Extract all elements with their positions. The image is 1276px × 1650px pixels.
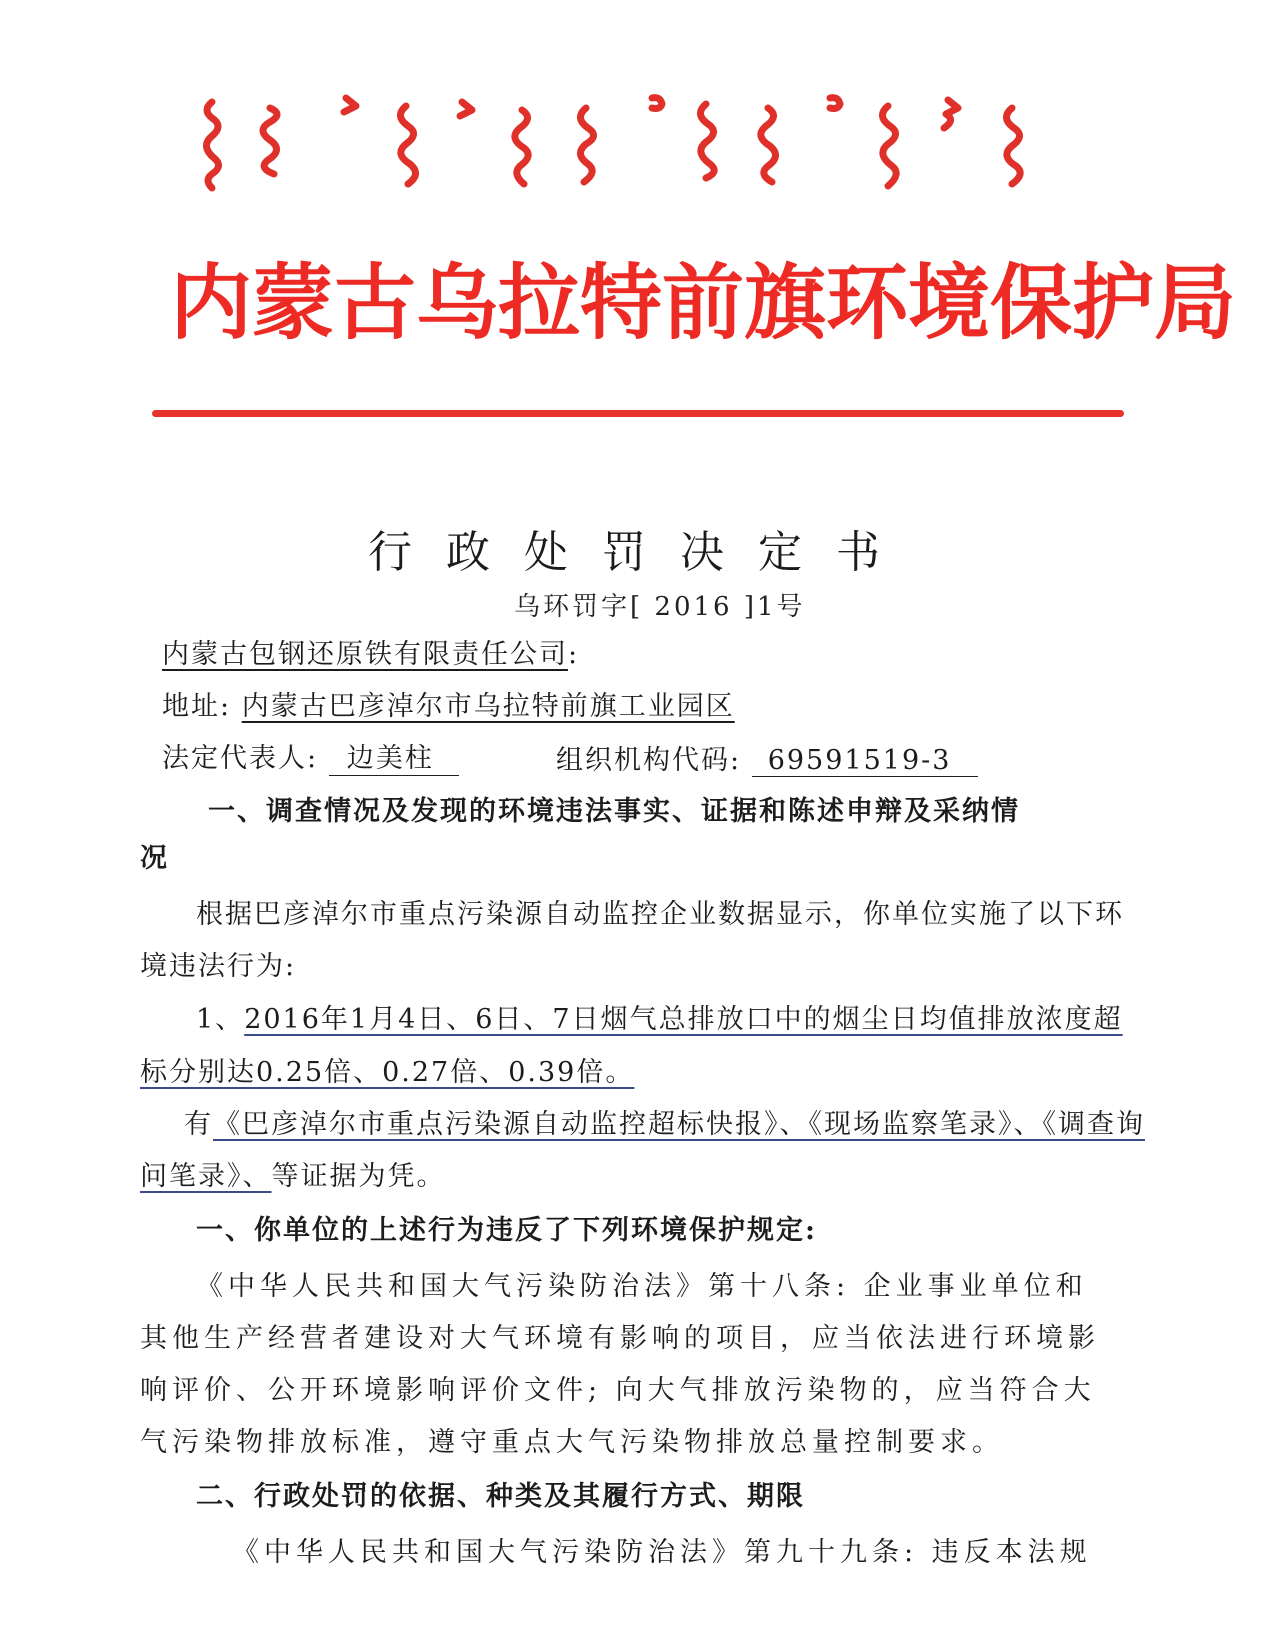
violation-item-1 [196, 997, 1123, 1036]
red-divider-line [152, 410, 1124, 417]
section2-heading: 一、你单位的上述行为违反了下列环境保护规定: [196, 1215, 817, 1246]
rep-label: 法定代表人: [162, 743, 319, 774]
item-1-text: 2016年1月4日、6日、7日烟气总排放口中的烟尘日均值排放浓度超 [244, 1004, 1123, 1035]
recipient-name: 内蒙古包钢还原铁有限责任公司 [162, 639, 568, 670]
org-code-value: 69591519-3 [752, 745, 978, 777]
address-line [162, 684, 735, 723]
law-article-18-cont3: 气污染物排放标准，遵守重点大气污染物排放总量控制要求。 [140, 1427, 1004, 1458]
section1-heading-cont: 况 [140, 843, 169, 874]
law-article-18-cont2: 响评价、公开环境影响评价文件; 向大气排放污染物的，应当符合大 [140, 1375, 1096, 1406]
item-number: 1、 [196, 1004, 245, 1035]
evidence-line-cont [140, 1154, 446, 1193]
issuing-agency-title: 内蒙古乌拉特前旗环境保护局 [170, 256, 1237, 351]
evidence-line [184, 1102, 1145, 1141]
law-article-18: 《中华人民共和国大气污染防治法》第十八条: 企业事业单位和 [196, 1271, 1088, 1302]
legal-representative-line [162, 736, 459, 776]
document-number: 乌环罚字[ 2016 ]1号 [514, 592, 806, 622]
document-title: 行政处罚决定书 [368, 527, 914, 578]
evidence-suffix: 等证据为凭。 [271, 1161, 446, 1192]
recipient-colon: : [568, 639, 580, 670]
rep-value: 边美柱 [329, 736, 459, 776]
address-label: 地址: [162, 691, 232, 722]
paragraph-1-cont: 境违法行为: [140, 951, 297, 982]
evidence-prefix: 有 [184, 1109, 213, 1140]
address-value: 内蒙古巴彦淖尔市乌拉特前旗工业园区 [241, 691, 735, 722]
item-1-text-cont: 标分别达0.25倍、0.27倍、0.39倍。 [140, 1057, 635, 1088]
paragraph-1: 根据巴彦淖尔市重点污染源自动监控企业数据显示，你单位实施了以下环 [196, 899, 1124, 930]
section1-heading: 一、调查情况及发现的环境违法事实、证据和陈述申辩及采纳情 [208, 796, 1020, 827]
evidence-text-cont: 问笔录》、 [140, 1161, 272, 1192]
violation-item-1-cont [140, 1050, 664, 1089]
recipient-line [162, 632, 579, 671]
org-code-label: 组织机构代码: [556, 745, 742, 776]
section3-heading: 二、行政处罚的依据、种类及其履行方式、期限 [196, 1481, 805, 1512]
law-article-18-cont1: 其他生产经营者建设对大气环境有影响的项目，应当依法进行环境影 [140, 1323, 1100, 1354]
law-article-99: 《中华人民共和国大气污染防治法》第九十九条: 违反本法规 [232, 1537, 1092, 1568]
org-code-line [556, 738, 978, 777]
evidence-text: 《巴彦淖尔市重点污染源自动监控超标快报》、《现场监察笔录》、《调查询 [213, 1109, 1145, 1140]
mongolian-script-header [200, 92, 1080, 212]
